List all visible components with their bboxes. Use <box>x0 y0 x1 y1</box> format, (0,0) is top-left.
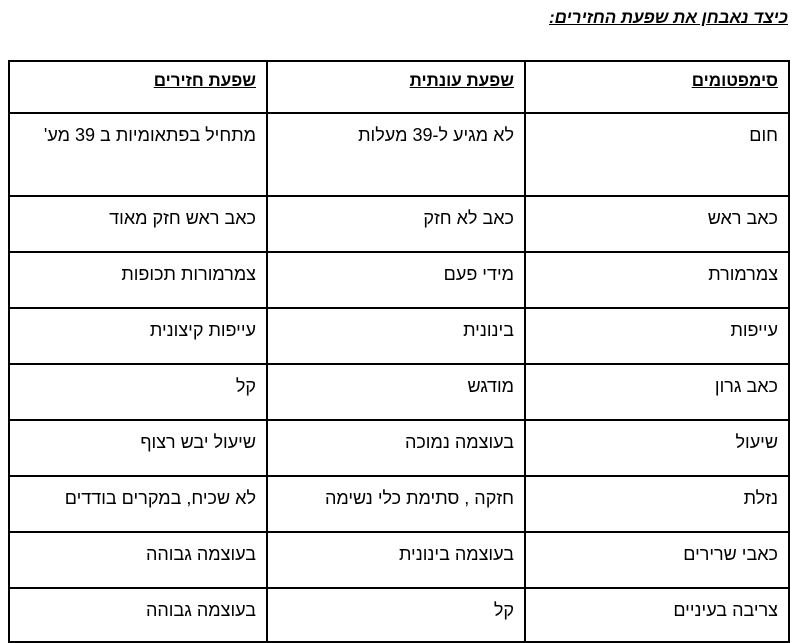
page-title: כיצד נאבחן את שפעת החזירים: <box>548 8 788 27</box>
swine-flu-cell: מתחיל בפתאומיות ב 39 מע' <box>9 113 267 196</box>
swine-flu-cell: שיעול יבש רצוף <box>9 420 267 476</box>
symptom-cell: כאב גרון <box>525 364 789 420</box>
seasonal-flu-cell: בעוצמה נמוכה <box>267 420 525 476</box>
table-row <box>9 364 789 420</box>
symptom-cell: כאב ראש <box>525 196 789 252</box>
swine-flu-cell: לא שכיח, במקרים בודדים <box>9 476 267 532</box>
swine-flu-cell: בעוצמה גבוהה <box>9 588 267 642</box>
seasonal-flu-cell: לא מגיע ל-39 מעלות <box>267 113 525 196</box>
seasonal-flu-cell: חזקה , סתימת כלי נשימה <box>267 476 525 532</box>
header-symptoms: סימפטומים <box>525 61 789 113</box>
symptom-cell: נזלת <box>525 476 789 532</box>
swine-flu-cell: עייפות קיצונית <box>9 308 267 364</box>
table-row <box>9 308 789 364</box>
swine-flu-cell: בעוצמה גבוהה <box>9 532 267 588</box>
symptom-cell: כאבי שרירים <box>525 532 789 588</box>
header-swine-flu: שפעת חזירים <box>9 61 267 113</box>
seasonal-flu-cell: קל <box>267 588 525 642</box>
table-row <box>9 532 789 588</box>
seasonal-flu-cell: מידי פעם <box>267 252 525 308</box>
symptom-comparison-table <box>8 60 790 643</box>
symptom-cell: עייפות <box>525 308 789 364</box>
table-row <box>9 588 789 642</box>
table-row <box>9 476 789 532</box>
table-row <box>9 196 789 252</box>
symptom-cell: שיעול <box>525 420 789 476</box>
table-row <box>9 420 789 476</box>
swine-flu-cell: כאב ראש חזק מאוד <box>9 196 267 252</box>
table-row <box>9 252 789 308</box>
seasonal-flu-cell: בינונית <box>267 308 525 364</box>
symptom-cell: צמרמורת <box>525 252 789 308</box>
symptom-cell: צריבה בעיניים <box>525 588 789 642</box>
header-seasonal-flu: שפעת עונתית <box>267 61 525 113</box>
seasonal-flu-cell: מודגש <box>267 364 525 420</box>
swine-flu-cell: קל <box>9 364 267 420</box>
swine-flu-cell: צמרמורות תכופות <box>9 252 267 308</box>
seasonal-flu-cell: בעוצמה בינונית <box>267 532 525 588</box>
seasonal-flu-cell: כאב לא חזק <box>267 196 525 252</box>
table-header-row <box>9 61 789 113</box>
symptom-cell: חום <box>525 113 789 196</box>
table-row <box>9 113 789 196</box>
